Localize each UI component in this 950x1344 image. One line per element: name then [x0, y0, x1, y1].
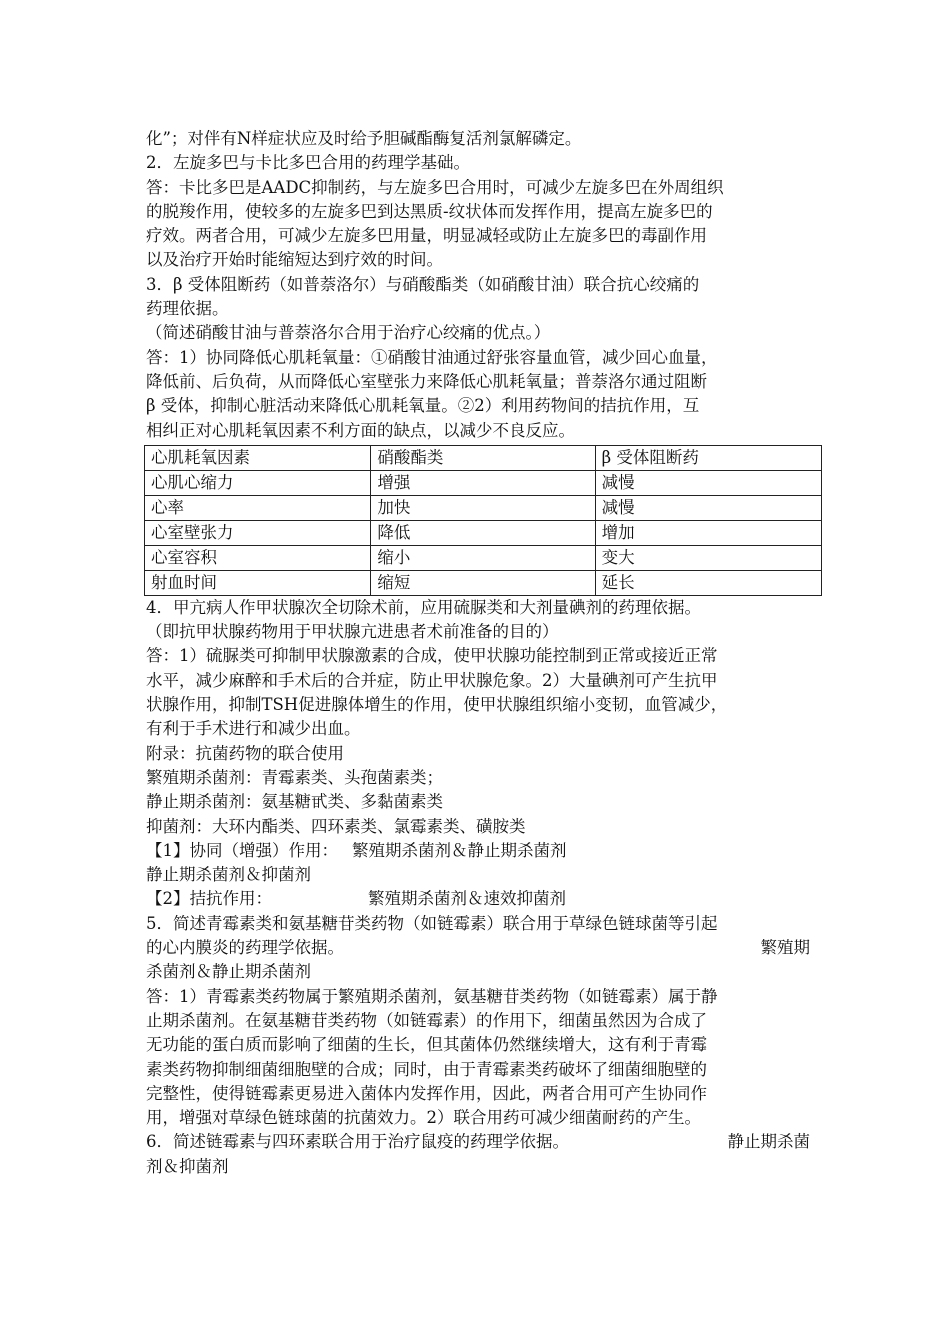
table-row [145, 470, 822, 495]
text-line: 无功能的蛋白质而影响了细菌的生长，但其菌体仍然继续增大，这有利于青霉 [146, 1035, 707, 1055]
synergy-value: 繁殖期杀菌剂＆静止期杀菌剂 [352, 840, 567, 860]
antagonism-line [146, 887, 810, 911]
question-6-text: 6．简述链霉素与四环素联合用于治疗鼠疫的药理学依据。 [146, 1132, 569, 1152]
table-cell: 减慢 [595, 495, 821, 520]
question-5-text: 的心内膜炎的药理学依据。 [146, 938, 344, 958]
table-cell: 心室容积 [145, 545, 371, 570]
text-block-middle [146, 596, 810, 839]
table-header-cell: β 受体阻断药 [595, 445, 821, 470]
table-cell: 加快 [371, 495, 595, 520]
question-5-line-3: 杀菌剂＆静止期杀菌剂 [146, 962, 311, 982]
table-cell: 缩短 [371, 570, 595, 595]
text-line: 用，增强对草绿色链球菌的抗菌效力。2）联合用药可减少细菌耐药的产生。 [146, 1108, 701, 1128]
text-line: 药理依据。 [146, 299, 229, 319]
table-header-cell: 心肌耗氧因素 [145, 445, 371, 470]
text-line: 以及治疗开始时能缩短达到疗效的时间。 [146, 250, 443, 270]
text-line: 答：卡比多巴是AADC抑制药，与左旋多巴合用时，可减少左旋多巴在外周组织 [146, 177, 724, 197]
table-header-cell: 硝酸酯类 [371, 445, 595, 470]
text-line: 答：1）协同降低心肌耗氧量：①硝酸甘油通过舒张容量血管，减少回心血量， [146, 347, 718, 367]
table-cell: 心率 [145, 495, 371, 520]
text-line: 静止期杀菌剂：氨基糖甙类、多黏菌素类 [146, 792, 443, 812]
text-line: 有利于手术进行和减少出血。 [146, 719, 361, 739]
table-row [145, 520, 822, 545]
table-cell: 射血时间 [145, 570, 371, 595]
text-line: 抑菌剂：大环内酯类、四环素类、氯霉素类、磺胺类 [146, 816, 526, 836]
text-line: 答：1）硫脲类可抑制甲状腺激素的合成，使甲状腺功能控制到正常或接近正常 [146, 646, 718, 666]
text-line: 的脱羧作用，使较多的左旋多巴到达黑质-纹状体而发挥作用，提高左旋多巴的 [146, 201, 713, 221]
text-line: 3．β 受体阻断药（如普萘洛尔）与硝酸酯类（如硝酸甘油）联合抗心绞痛的 [146, 274, 700, 294]
text-line: 化”；对伴有N样症状应及时给予胆碱酯酶复活剂氯解磷定。 [146, 129, 582, 148]
synergy-line-2: 静止期杀菌剂＆抑菌剂 [146, 865, 311, 885]
text-line: 止期杀菌剂。在氨基糖苷类药物（如链霉素）的作用下，细菌虽然因为合成了 [146, 1010, 707, 1030]
table-cell: 心肌心缩力 [145, 470, 371, 495]
text-line: β 受体，抑制心脏活动来降低心肌耗氧量。②2）利用药物间的拮抗作用，互 [146, 396, 700, 416]
text-line: 完整性，使得链霉素更易进入菌体内发挥作用，因此，两者合用可产生协同作 [146, 1083, 707, 1103]
question-5-note: 繁殖期 [760, 938, 810, 958]
antagonism-label: 【2】拮抗作用： [146, 889, 272, 909]
antagonism-value: 繁殖期杀菌剂＆速效抑菌剂 [368, 889, 566, 909]
question-6-note: 静止期杀菌 [727, 1132, 810, 1152]
text-line: 疗效。两者合用，可减少左旋多巴用量，明显减轻或防止左旋多巴的毒副作用 [146, 226, 707, 246]
table-cell: 降低 [371, 520, 595, 545]
question-5-line-2 [146, 936, 810, 960]
text-line: 繁殖期杀菌剂：青霉素类、头孢菌素类； [146, 767, 443, 787]
table-cell: 增强 [371, 470, 595, 495]
document-page [146, 127, 810, 1179]
question-6-line-1 [146, 1130, 810, 1154]
text-line: 答：1）青霉素类药物属于繁殖期杀菌剂，氨基糖苷类药物（如链霉素）属于静 [146, 986, 718, 1006]
table-cell: 延长 [595, 570, 821, 595]
synergy-label: 【1】协同（增强）作用： [146, 840, 338, 860]
question-5-line-1: 5．简述青霉素类和氨基糖苷类药物（如链霉素）联合用于草绿色链球菌等引起 [146, 913, 718, 933]
table-header-row [145, 445, 822, 470]
text-line: 水平，减少麻醉和手术后的合并症，防止甲状腺危象。2）大量碘剂可产生抗甲 [146, 670, 718, 690]
table-row [145, 570, 822, 595]
table-cell: 心室壁张力 [145, 520, 371, 545]
answer-5-block [146, 985, 810, 1131]
text-line: 2．左旋多巴与卡比多巴合用的药理学基础。 [146, 153, 470, 173]
text-line: 附录：抗菌药物的联合使用 [146, 743, 344, 763]
oxygen-consumption-table [144, 445, 810, 596]
text-block-top [146, 127, 810, 443]
table-cell: 减慢 [595, 470, 821, 495]
question-6-line-2: 剂＆抑菌剂 [146, 1156, 229, 1176]
text-line: 素类药物抑制细菌细胞壁的合成；同时，由于青霉素类药破坏了细菌细胞壁的 [146, 1059, 707, 1079]
table-cell: 增加 [595, 520, 821, 545]
text-line: 相纠正对心肌耗氧因素不利方面的缺点，以减少不良反应。 [146, 420, 575, 440]
table-cell: 变大 [595, 545, 821, 570]
text-line: 4．甲亢病人作甲状腺次全切除术前，应用硫脲类和大剂量碘剂的药理依据。 [146, 597, 701, 617]
text-line: （即抗甲状腺药物用于甲状腺亢进患者术前准备的目的） [146, 622, 559, 642]
text-line: 降低前、后负荷，从而降低心室壁张力来降低心肌耗氧量；普萘洛尔通过阻断 [146, 371, 707, 391]
table-row [145, 545, 822, 570]
table-row [145, 495, 822, 520]
synergy-line [146, 839, 810, 863]
text-line: 状腺作用，抑制TSH促进腺体增生的作用，使甲状腺组织缩小变韧，血管减少， [146, 695, 728, 715]
table-cell: 缩小 [371, 545, 595, 570]
text-line: （简述硝酸甘油与普萘洛尔合用于治疗心绞痛的优点。） [146, 323, 551, 343]
